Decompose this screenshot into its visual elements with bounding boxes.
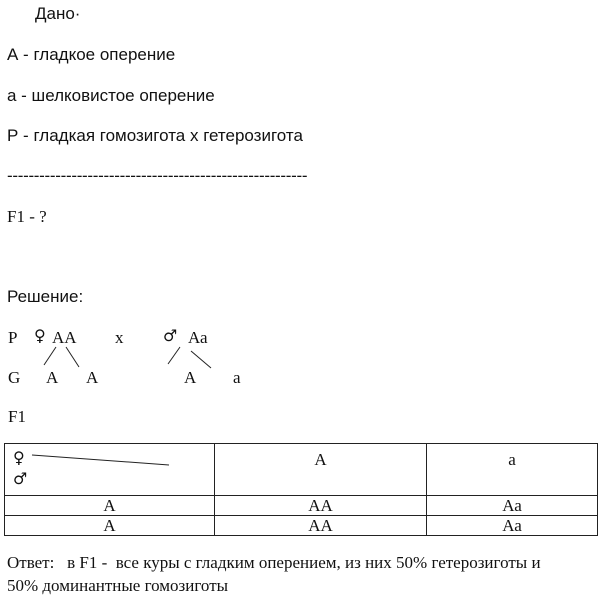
- answer-line: 50% доминантные гомозиготы: [7, 576, 229, 595]
- answer-line: Ответ: в F1 - все куры с гладким оперением, из них 50% гетерозиготы и: [7, 553, 541, 572]
- given-line-dominant: А - гладкое оперение: [7, 45, 176, 64]
- given-line-parents: Р - гладкая гомозигота х гетерозигота: [7, 126, 303, 145]
- punnett-header-cell: А: [215, 444, 427, 496]
- punnett-cell: АА: [215, 496, 427, 516]
- male-genotype: Аа: [188, 328, 208, 347]
- cross-sign: х: [115, 328, 124, 347]
- solution-title: Решение:: [7, 287, 84, 306]
- female-symbol-icon: ♀: [13, 448, 25, 467]
- female-symbol-icon: ♀: [34, 326, 46, 345]
- given-title: Дано·: [35, 4, 81, 23]
- punnett-row: [5, 496, 598, 516]
- given-separator: --------------------------------------------------------: [7, 166, 308, 185]
- female-gamete: А: [86, 368, 99, 387]
- punnett-row-gamete: А: [5, 516, 215, 536]
- punnett-cell: АА: [215, 516, 427, 536]
- male-gamete: а: [233, 368, 241, 387]
- given-line-recessive: а - шелковистое оперение: [7, 86, 215, 105]
- male-gamete: А: [184, 368, 197, 387]
- punnett-header-row: [5, 444, 598, 496]
- given-question: F1 - ?: [7, 207, 47, 226]
- corner-diagonal-line: [5, 444, 214, 489]
- parents-label: Р: [8, 328, 18, 347]
- punnett-cell: Аа: [427, 496, 598, 516]
- punnett-cell: Аа: [427, 516, 598, 536]
- female-genotype: АА: [52, 328, 77, 347]
- punnett-corner-cell: [5, 444, 215, 496]
- f1-label: F1: [8, 407, 26, 426]
- male-symbol-icon: ♂: [13, 469, 28, 488]
- punnett-header-cell: а: [427, 444, 598, 496]
- punnett-square: [4, 443, 598, 536]
- punnett-row-gamete: А: [5, 496, 215, 516]
- gametes-label: G: [8, 368, 21, 387]
- male-symbol-icon: ♂: [163, 326, 178, 345]
- female-gamete: А: [46, 368, 59, 387]
- punnett-row: [5, 516, 598, 536]
